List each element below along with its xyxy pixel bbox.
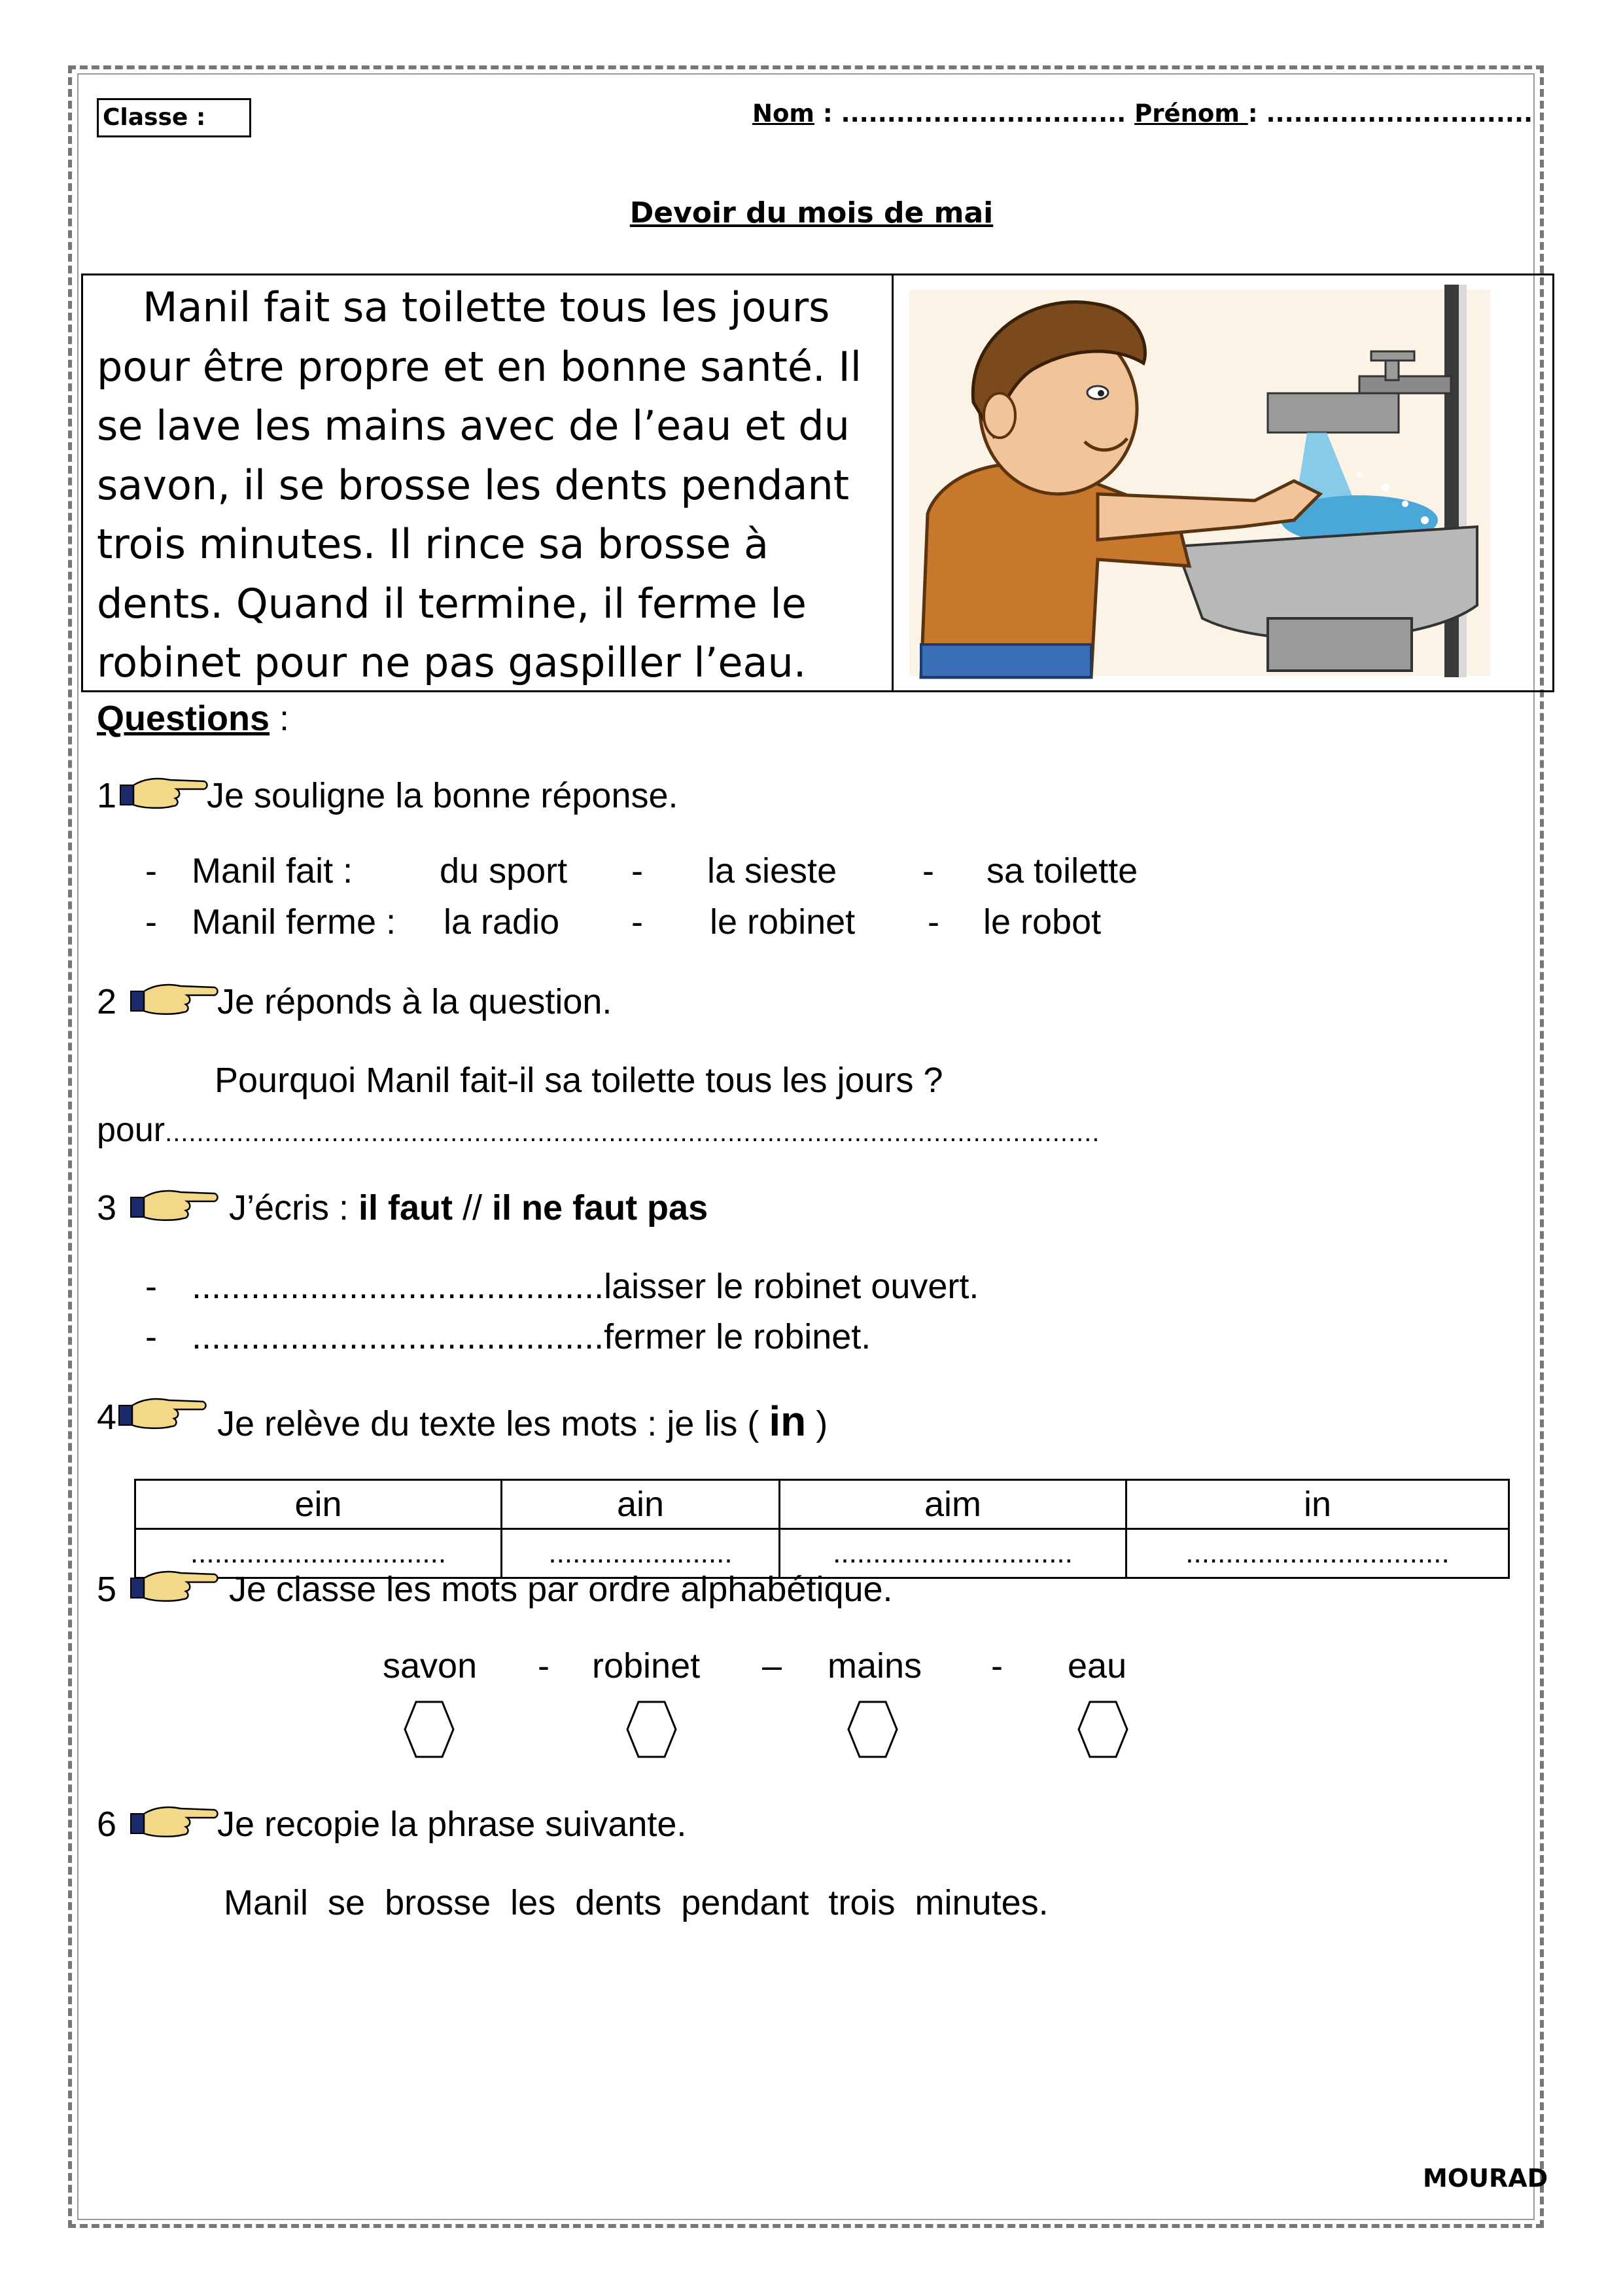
q5-word: eau — [1068, 1646, 1127, 1686]
q3-line2 — [192, 1316, 871, 1357]
q3-line1-dash: - — [145, 1267, 157, 1306]
hexagon-icon[interactable] — [403, 1700, 455, 1759]
q2-prompt: Je réponds à la question. — [217, 982, 612, 1021]
q1-line2-dash: - — [145, 902, 157, 942]
questions-colon: : — [270, 699, 290, 738]
q6-prompt: Je recopie la phrase suivante. — [217, 1805, 687, 1844]
q5-prompt: Je classe les mots par ordre alphabétique. — [229, 1570, 893, 1609]
q5-word: savon — [383, 1646, 478, 1686]
q3-line1-blank[interactable]: .......................................... — [192, 1267, 604, 1306]
table-answer-cell[interactable]: ................................. — [1126, 1529, 1509, 1578]
q1-line1-choice-2[interactable]: la sieste — [707, 851, 837, 891]
q1-line2-sep: - — [631, 902, 643, 942]
author-signature: MOURAD — [1423, 2164, 1548, 2193]
pointing-hand-icon — [128, 978, 218, 1019]
table-header-row — [135, 1480, 1509, 1529]
q1-line2-choice-3[interactable]: le robot — [983, 902, 1102, 942]
q6-number: 6 — [97, 1805, 117, 1844]
q1-number: 1 — [97, 776, 117, 815]
q3-line2-blank[interactable]: .......................................... — [192, 1317, 604, 1356]
hexagon-icon[interactable] — [625, 1700, 678, 1759]
q4-prompt — [217, 1397, 828, 1445]
reading-paragraph: Manil fait sa toilette tous les jours pour être propre et en bonne santé. Il se lave les mains avec de l’eau et du savon, il se brosse les dents pendant trois minutes. Il rince sa brosse à dents. Quand il termine, il ferme le robinet pour ne pas gaspiller l’eau. — [97, 283, 862, 686]
q2-answer-dots[interactable]: ...................................................................................................................... — [165, 1118, 1100, 1147]
q4-number: 4 — [97, 1398, 117, 1437]
page-title: Devoir du mois de mai — [629, 196, 994, 230]
pointing-hand-icon — [128, 1565, 218, 1606]
q3-prompt-prefix: J’écris : — [229, 1188, 359, 1227]
q1-line1-choice-1[interactable]: du sport — [440, 851, 568, 891]
q1-prompt: Je souligne la bonne réponse. — [207, 776, 678, 815]
q3-prompt — [229, 1188, 708, 1228]
questions-label: Questions — [97, 699, 270, 738]
classe-field[interactable] — [97, 98, 251, 137]
q1-line1-choice-3[interactable]: sa toilette — [986, 851, 1138, 891]
pointing-hand-icon — [118, 772, 208, 813]
q1-line2-choice-1[interactable]: la radio — [444, 902, 560, 942]
reading-divider — [892, 274, 894, 692]
q2-number: 2 — [97, 982, 117, 1021]
q1-line1-dash: - — [145, 851, 157, 891]
q5-word: robinet — [592, 1646, 701, 1686]
nom-label: Nom — [752, 99, 814, 128]
q2-answer-line[interactable] — [97, 1110, 1100, 1150]
q3-option-il-ne-faut-pas: il ne faut pas — [492, 1188, 708, 1227]
table-header-cell: in — [1126, 1480, 1509, 1529]
q2-answer-start: pour — [97, 1111, 166, 1149]
q1-line2-subject: Manil ferme : — [192, 902, 396, 942]
q4-prompt-suffix: ) — [806, 1404, 828, 1443]
pointing-hand-icon — [116, 1392, 207, 1433]
q1-line2-sep: - — [928, 902, 939, 942]
name-line — [752, 99, 1533, 128]
q5-sep: – — [762, 1646, 782, 1686]
q3-line1-text: laisser le robinet ouvert. — [604, 1267, 979, 1306]
boy-washing-hands-illustration — [901, 278, 1498, 684]
q6-sentence: Manil se brosse les dents pendant trois minutes. — [224, 1883, 1049, 1922]
hexagon-icon[interactable] — [846, 1700, 899, 1759]
q5-sep: - — [538, 1646, 550, 1686]
table-header-cell: ain — [502, 1480, 780, 1529]
q3-line2-dash: - — [145, 1317, 157, 1356]
pointing-hand-icon — [128, 1184, 218, 1225]
q3-slashes: // — [453, 1188, 493, 1227]
prenom-fill[interactable]: : ............................. — [1248, 99, 1533, 128]
q5-number: 5 — [97, 1570, 117, 1609]
nom-fill[interactable]: : ............................... — [814, 99, 1135, 128]
classe-label: Classe : — [103, 104, 206, 131]
table-header-cell: ein — [135, 1480, 502, 1529]
q5-word: mains — [828, 1646, 922, 1686]
q3-option-il-faut: il faut — [358, 1188, 453, 1227]
table-answer-cell[interactable]: ................................ — [135, 1529, 502, 1578]
q3-line1 — [192, 1266, 979, 1307]
q4-word-table — [134, 1479, 1510, 1579]
q1-line1-sep: - — [631, 851, 643, 891]
hexagon-icon[interactable] — [1077, 1700, 1129, 1759]
table-answer-cell[interactable]: ....................... — [502, 1529, 780, 1578]
table-header-cell: aim — [780, 1480, 1126, 1529]
pointing-hand-icon — [128, 1801, 218, 1841]
q2-question: Pourquoi Manil fait-il sa toilette tous les jours ? — [215, 1061, 943, 1100]
q5-sep: - — [991, 1646, 1003, 1686]
reading-text — [97, 278, 888, 693]
q1-line1-subject: Manil fait : — [192, 851, 353, 891]
q4-sound: in — [769, 1398, 807, 1445]
q4-prompt-prefix: Je relève du texte les mots : je lis ( — [217, 1404, 769, 1443]
q1-line2-choice-2[interactable]: le robinet — [710, 902, 856, 942]
q1-line1-sep: - — [922, 851, 934, 891]
table-answer-cell[interactable]: .............................. — [780, 1529, 1126, 1578]
prenom-label: Prénom — [1134, 99, 1248, 128]
q3-number: 3 — [97, 1188, 117, 1227]
questions-heading — [97, 698, 289, 739]
q3-line2-text: fermer le robinet. — [604, 1317, 871, 1356]
